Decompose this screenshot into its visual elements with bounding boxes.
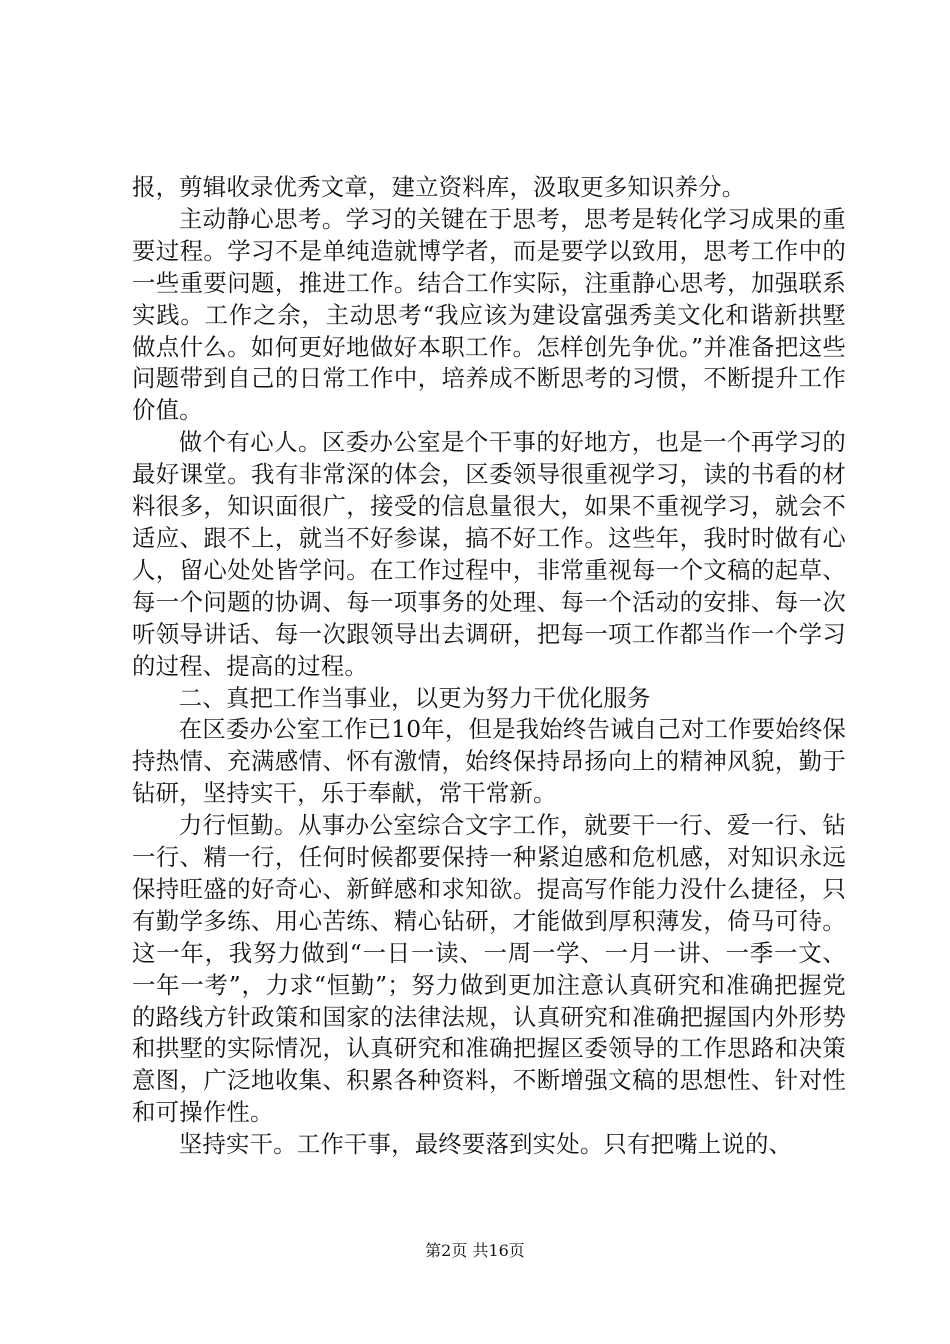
paragraph-continued: 报，剪辑收录优秀文章，建立资料库，汲取更多知识养分。 [132, 173, 746, 201]
paragraph-diligence: 力行恒勤。从事办公室综合文字工作，就要干一行、爱一行、钻一行、精一行，任何时候都要保持一种紧迫感和危机感，对知识永远保持旺盛的好奇心、新鲜感和求知欲。提高写作能力没什么捷径，只有勤学多练、用心苦练、精心钻研，才能做到厚积薄发，倚马可待。这一年，我努力做到“一日一读、一周一学、一月一讲、一季一文、一年一考”，力求“恒勤”；努力做到更加注意认真研究和准确把握党的路线方针政策和国家的法律法规，认真研究和准确把握国内外形势和拱墅的实际情况，认真研究和准确把握区委领导的工作思路和决策意图，广泛地收集、积累各种资料，不断增强文稿的思想性、针对性和可操作性。 [132, 811, 846, 1127]
paragraph-practical-work: 坚持实干。工作干事，最终要落到实处。只有把嘴上说的、 [178, 1130, 793, 1159]
section-heading-two: 二、真把工作当事业，以更为努力干优化服务 [178, 683, 651, 712]
paragraph-be-attentive: 做个有心人。区委办公室是个干事的好地方，也是一个再学习的最好课堂。我有非常深的体会，区委领导很重视学习，读的书看的材料很多，知识面很广，接受的信息量很大，如果不重视学习，就会不适应、跟不上，就当不好参谋，搞不好工作。这些年，我时时做有心人，留心处处皆学问。在工作过程中，非常重视每一个文稿的起草、每一个问题的协调、每一项事务的处理、每一个活动的安排、每一次听领导讲话、每一次跟领导出去调研，把每一项工作都当作一个学习的过程、提高的过程。 [132, 428, 846, 680]
document-body [132, 172, 846, 1161]
paragraph-think-actively: 主动静心思考。学习的关键在于思考，思考是转化学习成果的重要过程。学习不是单纯造就博学者，而是要学以致用，思考工作中的一些重要问题，推进工作。结合工作实际，注重静心思考，加强联系实践。工作之余，主动思考“我应该为建设富强秀美文化和谐新拱墅做点什么。如何更好地做好本职工作。怎样创先争优。”并准备把这些问题带到自己的日常工作中，培养成不断思考的习惯，不断提升工作价值。 [132, 204, 846, 425]
paragraph-ten-years: 在区委办公室工作已10年，但是我始终告诫自己对工作要始终保持热情、充满感情、怀有激情，始终保持昂扬向上的精神风貌，勤于钻研，坚持实干，乐于奉献，常干常新。 [132, 715, 846, 808]
page-footer: 第2页 共16页 [425, 1241, 525, 1260]
